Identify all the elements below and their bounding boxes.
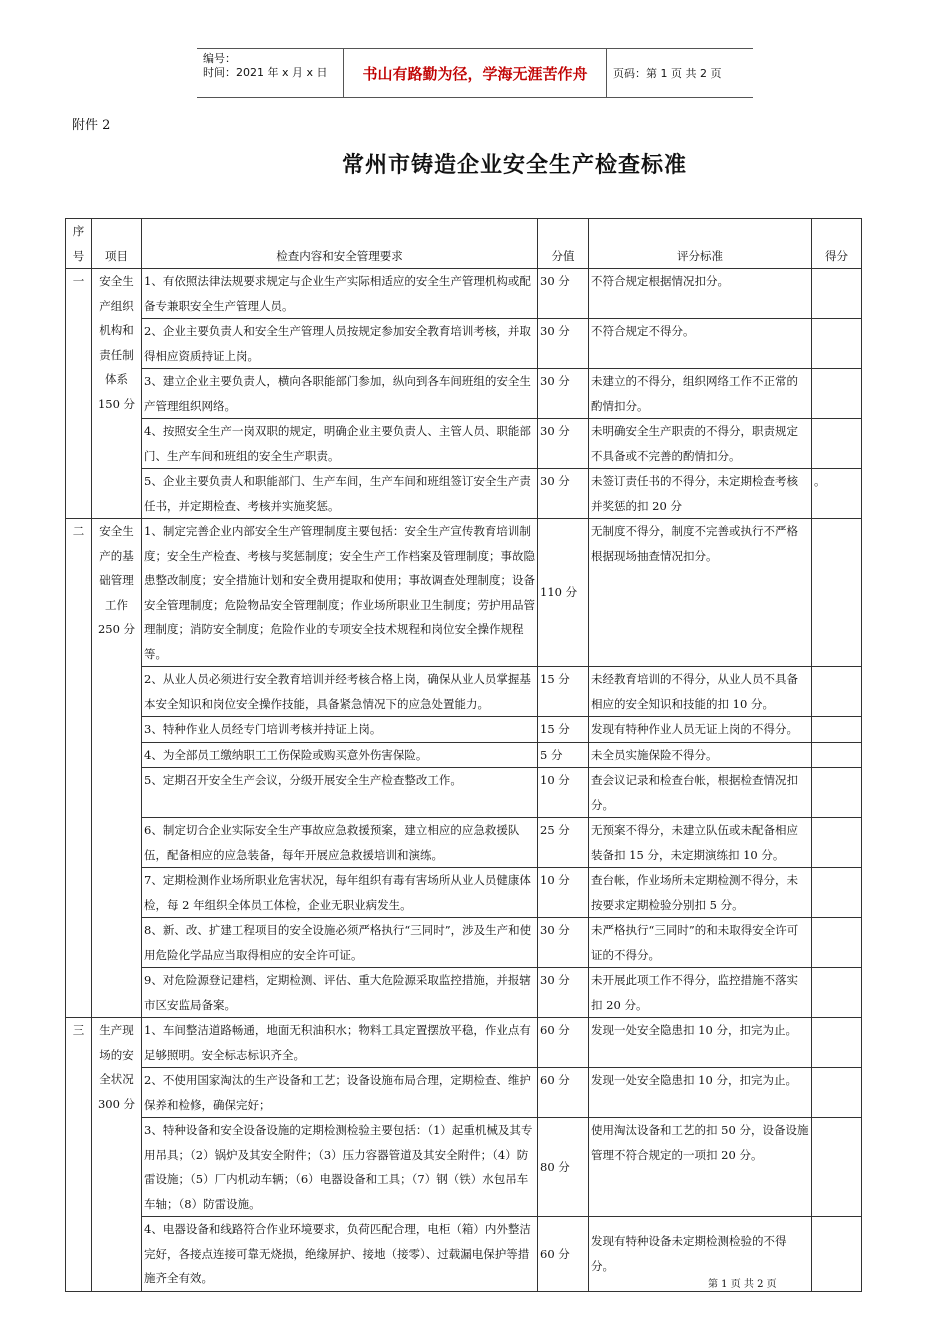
row-score: 30 分 bbox=[538, 469, 589, 519]
row-score: 25 分 bbox=[538, 818, 589, 868]
row-score: 30 分 bbox=[538, 369, 589, 419]
section-num: 一 bbox=[66, 269, 92, 519]
row-content: 1、有依照法律法规要求规定与企业生产实际相适应的安全生产管理机构或配备专兼职安全生产管理人员。 bbox=[142, 269, 538, 319]
page-header bbox=[197, 48, 753, 98]
number-label: 编号： bbox=[203, 52, 236, 65]
table-row bbox=[66, 469, 862, 519]
row-criteria: 无制度不得分，制度不完善或执行不严格根据现场抽查情况扣分。 bbox=[589, 519, 812, 667]
row-content: 7、定期检测作业场所职业危害状况，每年组织有毒有害场所从业人员健康体检，每 2 年组织全体员工体检，企业无职业病发生。 bbox=[142, 868, 538, 918]
header-meta bbox=[197, 49, 344, 97]
row-content: 2、从业人员必须进行安全教育培训并经考核合格上岗，确保从业人员掌握基本安全知识和岗位安全操作技能，具备紧急情况下的应急处置能力。 bbox=[142, 667, 538, 717]
row-criteria: 发现有特种设备未定期检测检验的不得分。 bbox=[589, 1217, 812, 1292]
row-got bbox=[812, 818, 862, 868]
row-score: 110 分 bbox=[538, 519, 589, 667]
row-criteria: 未建立的不得分，组织网络工作不正常的酌情扣分。 bbox=[589, 369, 812, 419]
row-score: 30 分 bbox=[538, 319, 589, 369]
row-criteria: 查台帐，作业场所未定期检测不得分，未按要求定期检验分别扣 5 分。 bbox=[589, 868, 812, 918]
row-got bbox=[812, 1118, 862, 1217]
table-row bbox=[66, 667, 862, 717]
header-num: 序号 bbox=[66, 219, 92, 269]
section-num: 二 bbox=[66, 519, 92, 1018]
header-got: 得分 bbox=[812, 219, 862, 269]
row-content: 8、新、改、扩建工程项目的安全设施必须严格执行“三同时”，涉及生产和使用危险化学品应当取得相应的安全许可证。 bbox=[142, 918, 538, 968]
table-row bbox=[66, 519, 862, 667]
header-motto: 书山有路勤为径，学海无涯苦作舟 bbox=[344, 49, 607, 97]
table-row bbox=[66, 918, 862, 968]
section-num: 三 bbox=[66, 1018, 92, 1292]
header-criteria: 评分标准 bbox=[589, 219, 812, 269]
row-score: 30 分 bbox=[538, 419, 589, 469]
row-got bbox=[812, 1217, 862, 1292]
row-score: 30 分 bbox=[538, 968, 589, 1018]
table-row bbox=[66, 269, 862, 319]
attachment-label: 附件 2 bbox=[72, 118, 111, 133]
row-criteria: 不符合规定根据情况扣分。 bbox=[589, 269, 812, 319]
table-row bbox=[66, 742, 862, 768]
section-item: 生产现场的安全状况 300 分 bbox=[92, 1018, 142, 1292]
row-content: 4、为全部员工缴纳职工工伤保险或购买意外伤害保险。 bbox=[142, 742, 538, 768]
row-got bbox=[812, 918, 862, 968]
table-row bbox=[66, 717, 862, 743]
row-content: 1、车间整洁道路畅通，地面无积油积水；物料工具定置摆放平稳，作业点有足够照明。安全标志标识齐全。 bbox=[142, 1018, 538, 1068]
time-label: 时间：2021 年 x 月 x 日 bbox=[203, 66, 328, 79]
section-item: 安全生产的基础管理工作 250 分 bbox=[92, 519, 142, 1018]
row-got bbox=[812, 868, 862, 918]
row-content: 1、制定完善企业内部安全生产管理制度主要包括：安全生产宣传教育培训制度；安全生产检查、考核与奖惩制度；安全生产工作档案及管理制度；事故隐患整改制度；安全措施计划和安全费用提取和使用；事故调查处理制度；设备安全管理制度；危险物品安全管理制度；作业场所职业卫生制度；劳护用品管理制度；消防安全制度；危险作业的专项安全技术规程和岗位安全操作规程等。 bbox=[142, 519, 538, 667]
row-got bbox=[812, 1068, 862, 1118]
row-content: 2、不使用国家淘汰的生产设备和工艺；设备设施布局合理，定期检查、维护保养和检修，确保完好； bbox=[142, 1068, 538, 1118]
row-content: 5、企业主要负责人和职能部门、生产车间，生产车间和班组签订安全生产责任书，并定期检查、考核并实施奖惩。 bbox=[142, 469, 538, 519]
row-criteria: 发现一处安全隐患扣 10 分，扣完为止。 bbox=[589, 1068, 812, 1118]
row-score: 60 分 bbox=[538, 1068, 589, 1118]
table-row bbox=[66, 1018, 862, 1068]
row-got bbox=[812, 968, 862, 1018]
row-content: 3、特种设备和安全设备设施的定期检测检验主要包括：（1）起重机械及其专用吊具；（2）锅炉及其安全附件；（3）压力容器管道及其安全附件；（4）防雷设施；（5）厂内机动车辆；（6）电器设备和工具；（7）钢（铁）水包吊车车轴；（8）防雷设施。 bbox=[142, 1118, 538, 1217]
table-row bbox=[66, 968, 862, 1018]
row-criteria: 发现有特种作业人员无证上岗的不得分。 bbox=[589, 717, 812, 743]
row-content: 9、对危险源登记建档，定期检测、评估、重大危险源采取监控措施，并报辖市区安监局备案。 bbox=[142, 968, 538, 1018]
row-content: 5、定期召开安全生产会议，分级开展安全生产检查整改工作。 bbox=[142, 768, 538, 818]
row-got bbox=[812, 1018, 862, 1068]
row-score: 10 分 bbox=[538, 868, 589, 918]
inspection-table bbox=[65, 218, 862, 1292]
header-score: 分值 bbox=[538, 219, 589, 269]
row-score: 15 分 bbox=[538, 667, 589, 717]
row-score: 15 分 bbox=[538, 717, 589, 743]
row-score: 80 分 bbox=[538, 1118, 589, 1217]
row-criteria: 未开展此项工作不得分，监控措施不落实扣 20 分。 bbox=[589, 968, 812, 1018]
table-row bbox=[66, 319, 862, 369]
row-criteria: 未严格执行“三同时”的和未取得安全许可证的不得分。 bbox=[589, 918, 812, 968]
row-criteria: 使用淘汰设备和工艺的扣 50 分，设备设施管理不符合规定的一项扣 20 分。 bbox=[589, 1118, 812, 1217]
row-got bbox=[812, 667, 862, 717]
header-item: 项目 bbox=[92, 219, 142, 269]
row-score: 10 分 bbox=[538, 768, 589, 818]
row-content: 3、建立企业主要负责人，横向各职能部门参加，纵向到各车间班组的安全生产管理组织网络。 bbox=[142, 369, 538, 419]
row-criteria: 查会议记录和检查台帐，根据检查情况扣分。 bbox=[589, 768, 812, 818]
row-score: 5 分 bbox=[538, 742, 589, 768]
row-got bbox=[812, 419, 862, 469]
row-score: 60 分 bbox=[538, 1018, 589, 1068]
header-content: 检查内容和安全管理要求 bbox=[142, 219, 538, 269]
table-row bbox=[66, 868, 862, 918]
row-score: 30 分 bbox=[538, 918, 589, 968]
row-got bbox=[812, 742, 862, 768]
header-page-label: 页码：第 1 页 共 2 页 bbox=[613, 67, 722, 80]
table-row bbox=[66, 1118, 862, 1217]
row-got bbox=[812, 319, 862, 369]
row-got bbox=[812, 717, 862, 743]
table-row bbox=[66, 1068, 862, 1118]
page-title: 常州市铸造企业安全生产检查标准 bbox=[342, 152, 688, 178]
row-got: 。 bbox=[812, 469, 862, 519]
row-content: 3、特种作业人员经专门培训考核并持证上岗。 bbox=[142, 717, 538, 743]
row-criteria: 不符合规定不得分。 bbox=[589, 319, 812, 369]
row-content: 6、制定切合企业实际安全生产事故应急救援预案，建立相应的应急救援队伍，配备相应的应急装备，每年开展应急救援培训和演练。 bbox=[142, 818, 538, 868]
row-content: 2、企业主要负责人和安全生产管理人员按规定参加安全教育培训考核，并取得相应资质持证上岗。 bbox=[142, 319, 538, 369]
row-criteria: 未经教育培训的不得分，从业人员不具备相应的安全知识和技能的扣 10 分。 bbox=[589, 667, 812, 717]
row-content: 4、电器设备和线路符合作业环境要求，负荷匹配合理，电柜（箱）内外整洁完好，各接点连接可靠无烧损，绝缘屏护、接地（接零）、过载漏电保护等措施齐全有效。 bbox=[142, 1217, 538, 1292]
row-criteria: 未全员实施保险不得分。 bbox=[589, 742, 812, 768]
row-content: 4、按照安全生产一岗双职的规定，明确企业主要负责人、主管人员、职能部门、生产车间和班组的安全生产职责。 bbox=[142, 419, 538, 469]
row-score: 30 分 bbox=[538, 269, 589, 319]
table-row bbox=[66, 419, 862, 469]
page-footer: 第 1 页 共 2 页 bbox=[708, 1279, 777, 1290]
table-row bbox=[66, 369, 862, 419]
row-got bbox=[812, 369, 862, 419]
row-criteria: 发现一处安全隐患扣 10 分，扣完为止。 bbox=[589, 1018, 812, 1068]
table-row bbox=[66, 768, 862, 818]
row-got bbox=[812, 519, 862, 667]
row-score: 60 分 bbox=[538, 1217, 589, 1292]
table-row bbox=[66, 818, 862, 868]
row-got bbox=[812, 269, 862, 319]
section-item: 安全生产组织机构和责任制体系 150 分 bbox=[92, 269, 142, 519]
row-criteria: 未明确安全生产职责的不得分，职责规定不具备或不完善的酌情扣分。 bbox=[589, 419, 812, 469]
row-criteria: 无预案不得分，未建立队伍或未配备相应装备扣 15 分，未定期演练扣 10 分。 bbox=[589, 818, 812, 868]
row-got bbox=[812, 768, 862, 818]
row-criteria: 未签订责任书的不得分，未定期检查考核并奖惩的扣 20 分 bbox=[589, 469, 812, 519]
table-header-row bbox=[66, 219, 862, 269]
